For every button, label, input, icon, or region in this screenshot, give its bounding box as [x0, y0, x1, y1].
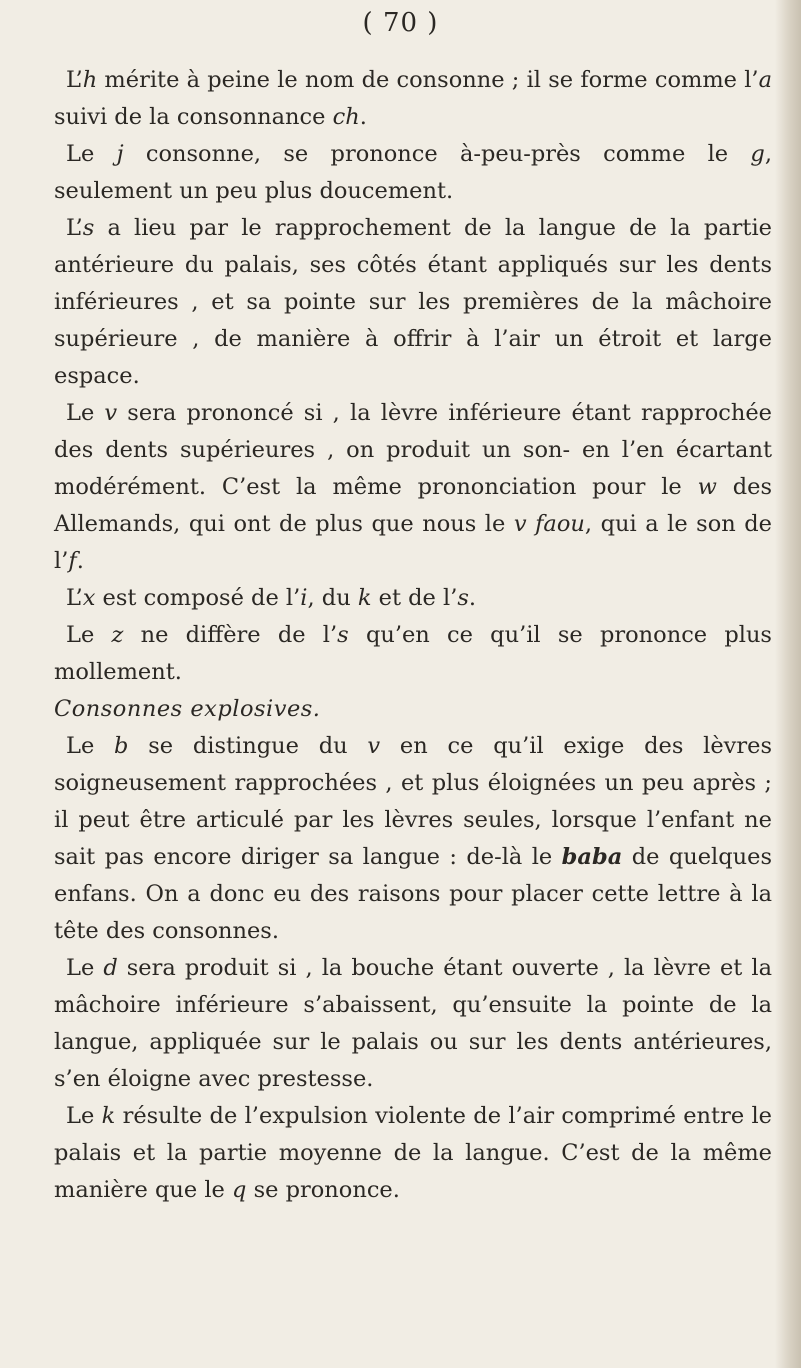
- paragraph-j: Le j consonne, se prononce à-peu-près comme le g, seulement un peu plus doucement.: [54, 141, 772, 204]
- paragraph-h: L’h mérite à peine le nom de consonne ; il se forme comme l’a suivi de la consonnance ch.: [54, 67, 772, 130]
- paragraph-v: Le v sera prononcé si , la lèvre inférieure étant rapprochée des dents supérieures , on produit un son- en l’en écartant modérément. C’est la même prononciation pour le w des Allemands, qui ont de plus que nous le v faou, qui a le son de l’f.: [54, 400, 773, 574]
- section-heading: Consonnes explosives.: [54, 696, 321, 722]
- page-number: ( 70 ): [362, 8, 439, 38]
- body-text: [54, 62, 772, 1209]
- paragraph-z: Le z ne diffère de l’s qu’en ce qu’il se prononce plus mollement.: [54, 622, 772, 685]
- paragraph-k: Le k résulte de l’expulsion violente de l’air comprimé entre le palais et la partie moyenne de la langue. C’est de la même manière que le q se prononce.: [54, 1103, 772, 1203]
- paragraph-d: Le d sera produit si , la bouche étant ouverte , la lèvre et la mâchoire inférieure s’abaissent, qu’ensuite la pointe de la langue, appliquée sur le palais ou sur les dents antérieures, s’en éloigne avec prestesse.: [54, 955, 772, 1092]
- paragraph-b: Le b se distingue du v en ce qu’il exige des lèvres soigneusement rapprochées , et plus éloignées un peu après ; il peut être articulé par les lèvres seules, lorsque l’enfant ne sait pas encore diriger sa langue : de-là le baba de quelques enfans. On a donc eu des raisons pour placer cette lettre à la tête des consonnes.: [54, 733, 772, 944]
- page-edge-shadow: [775, 0, 801, 1368]
- paragraph-s: L’s a lieu par le rapprochement de la langue de la partie antérieure du palais, ses côtés étant appliqués sur les dents inférieures , et sa pointe sur les premières de la mâchoire supérieure , de manière à offrir à l’air un étroit et large espace.: [54, 215, 772, 389]
- paragraph-x: L’x est composé de l’i, du k et de l’s.: [66, 585, 477, 611]
